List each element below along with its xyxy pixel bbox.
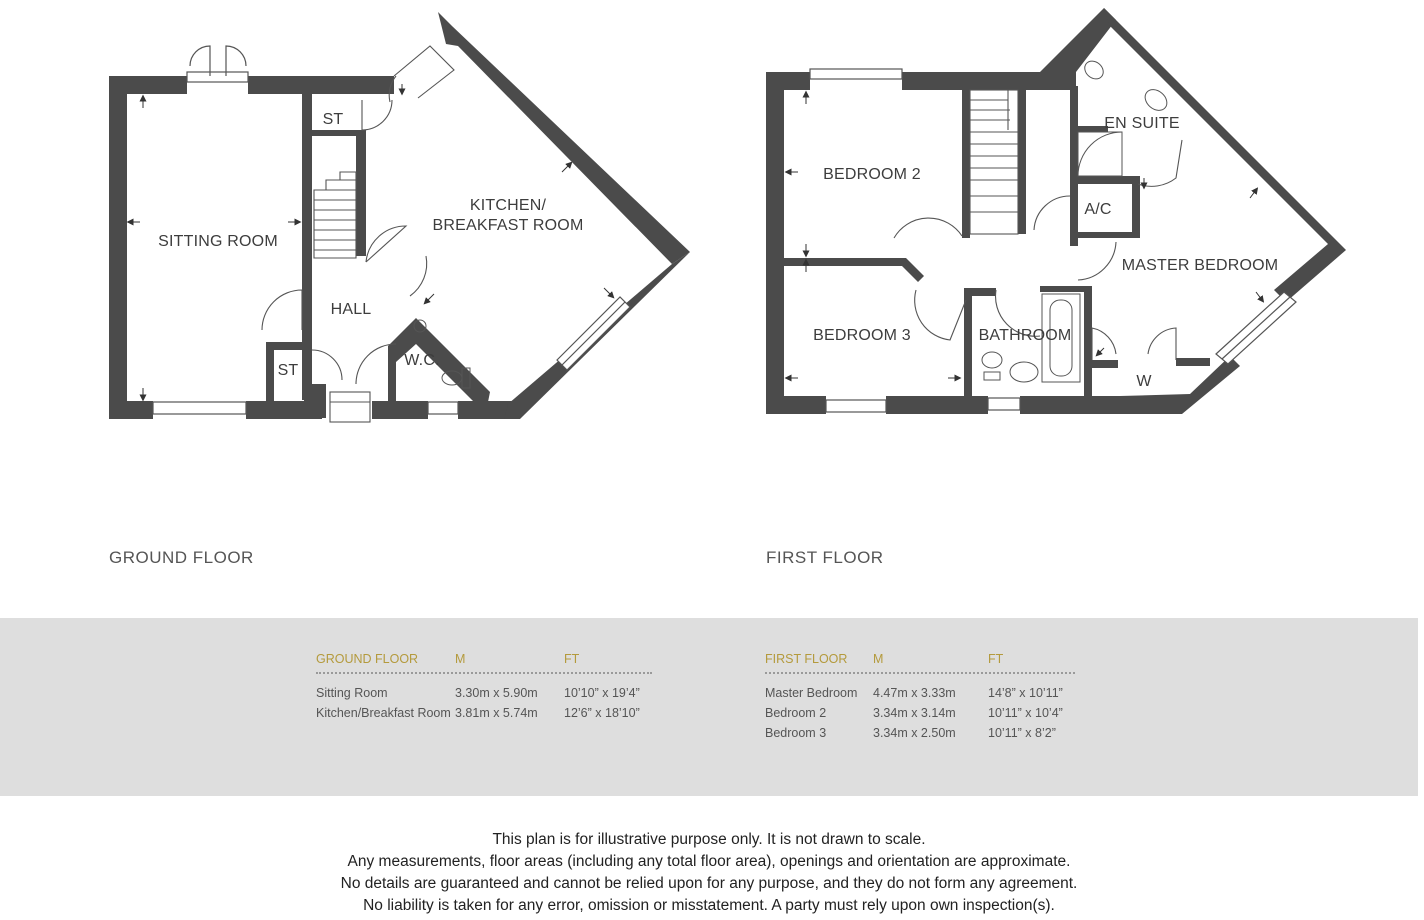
disclaimer-line: No details are guaranteed and cannot be relied upon for any purpose, and they do not form any agreement. bbox=[340, 875, 1078, 892]
first-windows bbox=[810, 69, 1296, 412]
table-row bbox=[765, 684, 1075, 704]
sitting-room-label: SITTING ROOM bbox=[158, 233, 278, 250]
disclaimer bbox=[0, 829, 1418, 917]
disclaimer-line: This plan is for illustrative purpose only. It is not drawn to scale. bbox=[492, 831, 926, 848]
wc-label: W.C. bbox=[404, 352, 440, 369]
table-row bbox=[316, 684, 652, 704]
kitchen-label-line1: KITCHEN/ bbox=[469, 197, 547, 214]
table-row bbox=[765, 724, 1075, 744]
schedule-header bbox=[765, 650, 1075, 674]
kitchen-label-line2: BREAKFAST ROOM bbox=[432, 217, 584, 234]
master-bedroom-label: MASTER BEDROOM bbox=[1121, 257, 1279, 274]
schedule-col-ft: FT bbox=[564, 652, 580, 666]
room-name: Bedroom 2 bbox=[765, 706, 827, 720]
wardrobe-label: W bbox=[1136, 373, 1152, 390]
st-upper-label: ST bbox=[322, 111, 344, 128]
room-metric: 3.34m x 3.14m bbox=[873, 706, 956, 720]
room-metric: 3.81m x 5.74m bbox=[455, 706, 538, 720]
table-row bbox=[765, 704, 1075, 724]
ground-floor-plan bbox=[109, 12, 690, 422]
schedule-heading: GROUND FLOOR bbox=[316, 652, 419, 666]
room-imperial: 10’11” x 10’4” bbox=[988, 706, 1063, 720]
first-stairs bbox=[970, 90, 1018, 234]
entrance-step bbox=[330, 392, 370, 422]
bedroom2-label: BEDROOM 2 bbox=[823, 166, 921, 183]
st-lower-label: ST bbox=[277, 362, 299, 379]
room-metric: 3.30m x 5.90m bbox=[455, 686, 538, 700]
room-imperial: 12’6” x 18’10” bbox=[564, 706, 640, 720]
ground-stairs bbox=[314, 172, 356, 258]
disclaimer-line: Any measurements, floor areas (including any total floor area), openings and orientation are approximate. bbox=[347, 853, 1071, 870]
room-imperial: 10’10” x 19’4” bbox=[564, 686, 640, 700]
ac-label: A/C bbox=[1084, 201, 1112, 218]
room-metric: 4.47m x 3.33m bbox=[873, 686, 956, 700]
schedule-heading: FIRST FLOOR bbox=[765, 652, 848, 666]
bedroom3-label: BEDROOM 3 bbox=[813, 327, 911, 344]
first-floor-plan bbox=[766, 8, 1346, 414]
schedule-header bbox=[316, 650, 652, 674]
room-imperial: 14’8” x 10’11” bbox=[988, 686, 1063, 700]
hall-label: HALL bbox=[330, 301, 372, 318]
room-name: Kitchen/Breakfast Room bbox=[316, 706, 451, 720]
room-name: Sitting Room bbox=[316, 686, 388, 700]
schedule-col-m: M bbox=[455, 652, 466, 666]
en-suite-label: EN SUITE bbox=[1104, 115, 1180, 132]
first-floor-schedule bbox=[765, 650, 1075, 744]
ground-floor-schedule bbox=[316, 650, 652, 724]
schedule-col-m: M bbox=[873, 652, 884, 666]
disclaimer-line: No liability is taken for any error, omission or misstatement. A party must rely upon own inspection(s). bbox=[363, 897, 1055, 914]
table-row bbox=[316, 704, 652, 724]
room-name: Master Bedroom bbox=[765, 686, 858, 700]
bathroom-label: BATHROOM bbox=[978, 327, 1072, 344]
first-floor-title: FIRST FLOOR bbox=[766, 548, 884, 567]
room-metric: 3.34m x 2.50m bbox=[873, 726, 956, 740]
room-schedule-band bbox=[0, 618, 1418, 796]
room-imperial: 10’11” x 8’2” bbox=[988, 726, 1056, 740]
ground-floor-title: GROUND FLOOR bbox=[109, 548, 254, 567]
room-name: Bedroom 3 bbox=[765, 726, 827, 740]
schedule-col-ft: FT bbox=[988, 652, 1004, 666]
